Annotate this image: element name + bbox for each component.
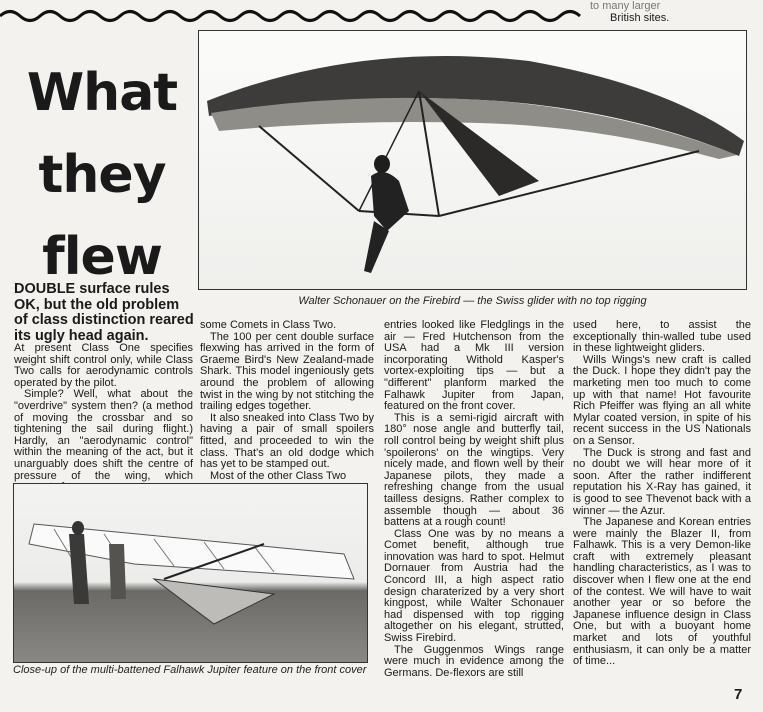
caption-top-photo: Walter Schonauer on the Firebird — the Swiss glider with no top rigging	[298, 295, 647, 307]
paragraph: The Guggenmos Wings range were much in evidence among the Germans. De-flexors are still	[384, 643, 564, 679]
paragraph: used here, to assist the exceptionally thin-walled tube used in these lightweight gliders.	[573, 319, 751, 355]
photo-firebird-glider	[198, 30, 747, 290]
headline	[12, 52, 192, 298]
top-note	[560, 0, 760, 24]
top-note-line1: to many larger	[590, 0, 661, 12]
text-column-2	[200, 320, 374, 482]
caption-bottom-photo: Close-up of the multi-battened Falhawk Jupiter feature on the front cover	[13, 664, 367, 676]
lead-paragraph: DOUBLE surface rules OK, but the old problem of class distinction reared its ugly head again.	[14, 281, 194, 344]
paragraph: The 100 per cent double surface flexwing has arrived in the form of Graeme Bird's New Zealand-made Shark. This model ingeniously gets around the problem of allowing twist in the wing by not stitching the trailing edges together.	[200, 330, 374, 413]
paragraph: Most of the other Class Two	[210, 469, 347, 482]
paragraph: some Comets in Class Two.	[200, 319, 337, 331]
paragraph: The Duck is strong and fast and no doubt we will hear more of it soon. After the rather indifferent reputation his X-Ray has gained, it is good to see Thevenot back with a winner — the Azur.	[573, 446, 751, 517]
text-column-1	[14, 343, 193, 494]
top-note-line2: British sites.	[610, 12, 670, 24]
paragraph: Simple? Well, what about the "overdrive" system then? (a method of moving the crossbar and so tightening the sail during flight.) Hardly, an "aerodynamic control" within the meaning of the act, but it unarguably does shift the centre of pressure of the wing, which	[14, 388, 193, 482]
glider-illustration	[199, 31, 746, 289]
paragraph: It also sneaked into Class Two by having a pair of small spoilers fitted, and proceeded to win the class. That's an old dodge which has yet to be stamped out.	[200, 411, 374, 471]
text-column-4	[573, 320, 751, 668]
headline-line3: flew	[42, 227, 162, 287]
paragraph: Wills Wings's new craft is called the Duck. I hope they didn't pay the marketing men too much to come up with that name! Hot favourite Rich Pfeiffer was flying an all white Mylar coated version, in spite of his recent success in the US Nationals on a Sensor.	[573, 353, 751, 447]
page-number: 7	[734, 686, 743, 703]
photo-falhawk-jupiter	[13, 483, 368, 663]
paragraph: This is a semi-rigid aircraft with 180° nose angle and butterfly tail, roll control being by weight shift plus 'spoilerons' on the wingtips. Very nicely made, and flown well by their Japanese pilots, they made a refreshing change from the usual tailless designs. Rather complex to assemble though — about 36 battens at a rough count!	[384, 411, 564, 529]
headline-line2: they	[38, 145, 166, 205]
paragraph: At present Class One specifies weight shift control only, while Class Two calls for aerodynamic controls operated by the pilot.	[14, 342, 193, 389]
jupiter-illustration	[14, 484, 367, 662]
paragraph: entries looked like Fledglings in the air — Fred Hutchenson from the USA had a Mk III version incorporating Withold Kasper's vortex-exploiting tips — but a "different" planform marked the Falhawk Jupiter from Japan, featured on the front cover.	[384, 319, 564, 413]
headline-line1: What	[26, 63, 178, 123]
paragraph: The Japanese and Korean entries were mainly the Blazer II, from Falhawk. This is a very Demon-like craft with extremely pleasant handling characteristics, as I was to discover when I flew one at the end of the contest. We will have to wait another year or so before the Japanese influence design in Class One, but with a buoyant home market and lots of youthful enthusiasm, it can only be a matter of time...	[573, 516, 751, 668]
paragraph: Class One was by no means a Comet benefit, although true innovation was hard to spot. Helmut Dornauer from Austria had the Concord III, a high aspect ratio design charaterized by a very short kingpost, while Walter Schonauer had dispensed with top rigging altogether on his elegant, strutted, Swiss Firebird.	[384, 527, 564, 645]
text-column-3	[384, 320, 564, 679]
